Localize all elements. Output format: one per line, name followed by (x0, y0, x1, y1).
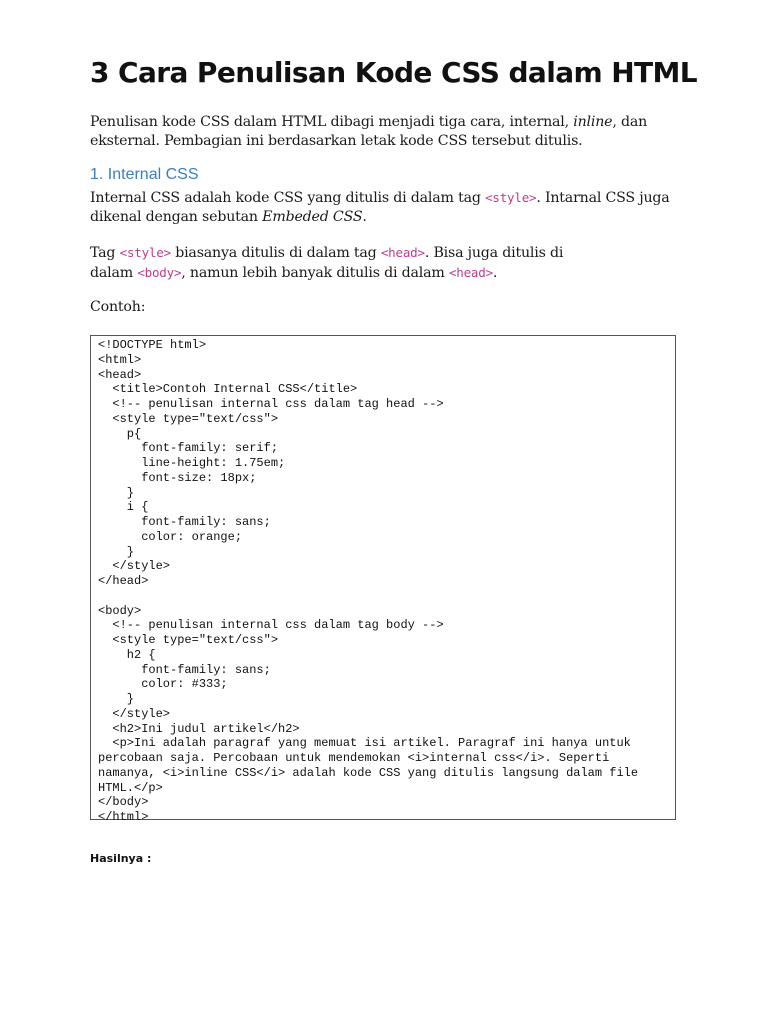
style-tag-code: <style> (485, 190, 537, 205)
internal-css-line-2 (90, 208, 680, 227)
text-fragment: . (492, 265, 498, 281)
intro-line-2: eksternal. Pembagian ini berdasarkan letak kode CSS tersebut ditulis. (90, 133, 583, 149)
style-tag-paragraph (90, 243, 680, 283)
example-label: Contoh: (90, 299, 146, 315)
code-example-box (90, 335, 676, 824)
text-fragment: . Intarnal CSS juga (536, 190, 670, 206)
text-fragment: . (362, 209, 367, 225)
intro-paragraph (90, 113, 680, 151)
page-title: 3 Cara Penulisan Kode CSS dalam HTML (90, 56, 698, 89)
body-tag-code: <body> (137, 265, 182, 280)
text-fragment: , namun lebih banyak ditulis di dalam (181, 265, 449, 281)
head-tag-code: <head> (380, 245, 425, 260)
intro-inline-term: inline (573, 114, 613, 130)
text-fragment: . Bisa juga ditulis di (424, 245, 564, 261)
style-tag-line-2 (90, 263, 680, 283)
intro-text-c: , dan (612, 114, 648, 130)
text-fragment: Internal CSS adalah kode CSS yang ditulis di dalam tag (90, 190, 486, 206)
style-tag-code: <style> (119, 245, 171, 260)
intro-line-1 (90, 113, 680, 132)
text-fragment: Tag (90, 245, 120, 261)
text-fragment: dikenal dengan sebutan (90, 209, 263, 225)
embeded-css-term: Embeded CSS (262, 209, 363, 225)
text-fragment: dalam (90, 265, 138, 281)
result-label: Hasilnya : (90, 852, 152, 865)
intro-text-a: Penulisan kode CSS dalam HTML dibagi menjadi tiga cara, internal, (90, 114, 574, 130)
code-example: <!DOCTYPE html> <html> <head> <title>Contoh Internal CSS</title> <!-- penulisan internal css dalam tag head --> <style type="text/css"> p{ font-family: serif; line-height: 1.75em; font-size: 18px; } i { font-family: sans; color: orange; } </style> </head> <body> <!-- penulisan internal css dalam tag body --> <style type="text/css"> h2 { font-family: sans; color: #333; } </style> <h2>Ini judul artikel</h2> <p>Ini adalah paragraf yang memuat isi artikel. Paragraf ini hanya untuk percobaan saja. Percobaan untuk mendemokan <i>internal css</i>. Seperti namanya, <i>inline CSS</i> adalah kode CSS yang ditulis langsung dalam file HTML.</p> </body> </html> (98, 338, 639, 824)
text-fragment: biasanya ditulis di dalam tag (170, 245, 381, 261)
internal-css-line-1 (90, 188, 680, 208)
internal-css-paragraph (90, 188, 680, 227)
head-tag-code: <head> (448, 265, 493, 280)
style-tag-line-1 (90, 243, 680, 263)
section-heading-internal-css: 1. Internal CSS (90, 166, 199, 183)
